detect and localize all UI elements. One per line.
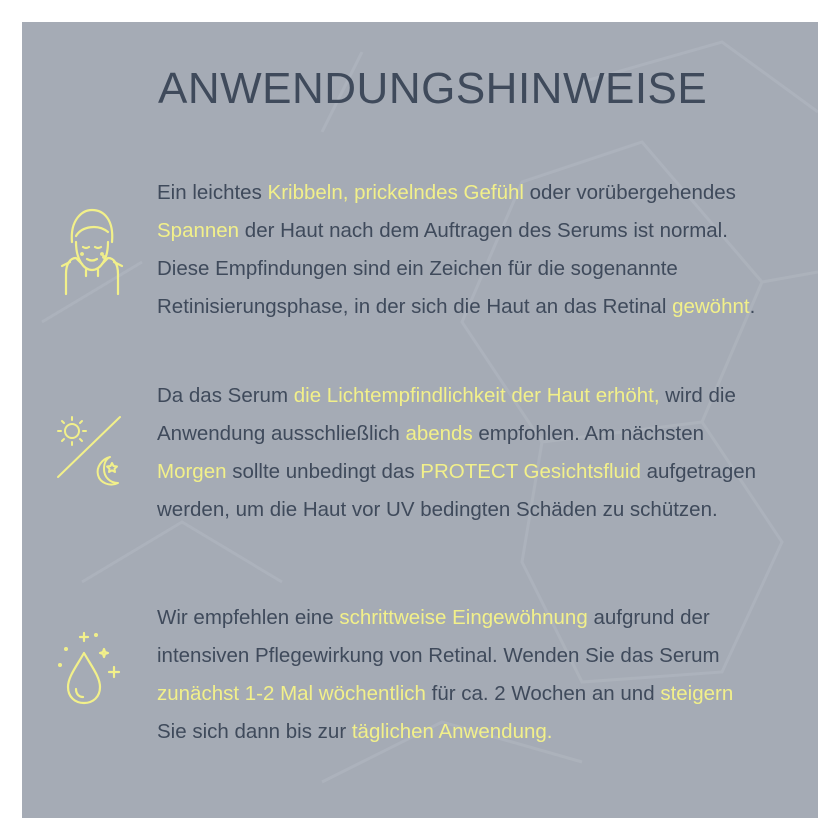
highlight-text: Morgen bbox=[157, 460, 227, 483]
page-title: ANWENDUNGSHINWEISE bbox=[158, 64, 708, 113]
face-touch-icon bbox=[52, 202, 132, 302]
highlight-text: abends bbox=[405, 422, 473, 445]
section-text bbox=[157, 599, 812, 751]
text-line: Spannen der Haut nach dem Auftragen des Serums ist normal. bbox=[157, 219, 728, 242]
highlight-text: steigern bbox=[660, 682, 734, 705]
instructions-panel bbox=[22, 22, 818, 818]
text-line: werden, um die Haut vor UV bedingten Schäden zu schützen. bbox=[157, 498, 718, 521]
highlight-text: täglichen Anwendung. bbox=[351, 720, 553, 743]
section-text bbox=[157, 377, 812, 529]
text-line: zunächst 1-2 Mal wöchentlich für ca. 2 Wochen an und steigern bbox=[157, 682, 734, 705]
section-text bbox=[157, 174, 812, 326]
text-line: Diese Empfindungen sind ein Zeichen für die sogenannte bbox=[157, 257, 678, 280]
highlight-text: Spannen bbox=[157, 219, 240, 242]
text-line: Wir empfehlen eine schrittweise Eingewöhnung aufgrund der bbox=[157, 606, 710, 629]
text-line: Anwendung ausschließlich abends empfohlen. Am nächsten bbox=[157, 422, 705, 445]
highlight-text: gewöhnt bbox=[672, 295, 750, 318]
highlight-text: die Lichtempfindlichkeit der Haut erhöht, bbox=[293, 384, 660, 407]
sun-moon-icon bbox=[52, 413, 132, 493]
sparkle-drop-icon bbox=[52, 627, 132, 717]
text-line: intensiven Pflegewirkung von Retinal. Wenden Sie das Serum bbox=[157, 644, 720, 667]
text-line: Da das Serum die Lichtempfindlichkeit der Haut erhöht, wird die bbox=[157, 384, 736, 407]
text-line: Retinisierungsphase, in der sich die Haut an das Retinal gewöhnt. bbox=[157, 295, 756, 318]
highlight-text: Kribbeln, prickelndes Gefühl bbox=[267, 181, 524, 204]
text-line: Sie sich dann bis zur täglichen Anwendung. bbox=[157, 720, 553, 743]
highlight-text: PROTECT Gesichtsfluid bbox=[420, 460, 641, 483]
highlight-text: zunächst 1-2 Mal wöchentlich bbox=[157, 682, 426, 705]
text-line: Ein leichtes Kribbeln, prickelndes Gefühl oder vorübergehendes bbox=[157, 181, 736, 204]
text-line: Morgen sollte unbedingt das PROTECT Gesichtsfluid aufgetragen bbox=[157, 460, 757, 483]
highlight-text: schrittweise Eingewöhnung bbox=[339, 606, 588, 629]
